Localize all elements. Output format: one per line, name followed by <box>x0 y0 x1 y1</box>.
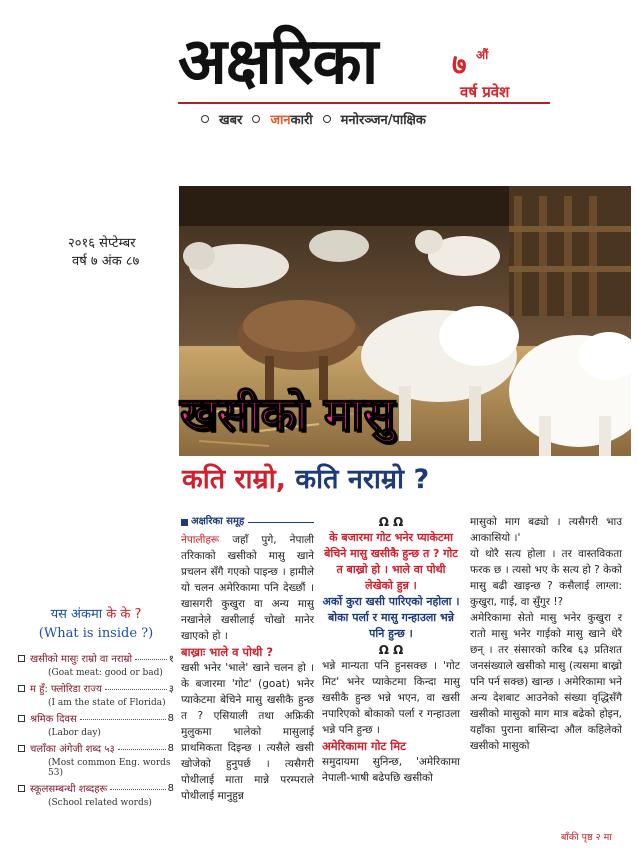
article-paragraph: भन्ने मान्यता पनि हुनसक्छ । 'गोट मिट' भनेर प्याकेटमा किन्दा मासु खसीकै हुन्छ भन्ने भएन, वा खसी नपारिएको बोकाको पर्ला र गन्हाउला भन्ने पनि हुन्छ । <box>322 660 460 736</box>
magazine-title: अक्षरिका <box>178 25 378 99</box>
toc-item[interactable] <box>18 651 174 678</box>
square-bullet-icon <box>181 519 188 526</box>
article-paragraph: समुदायमा सुनिन्छ, 'अमेरिकामा नेपाली-भाषी बढेपछि खसीको <box>322 756 460 784</box>
issue-date: २०१६ सेप्टेम्बर <box>68 236 136 251</box>
contents-title-part2: के के ? <box>106 607 142 622</box>
omega-ornament: Ω Ω <box>378 515 404 529</box>
toc-list <box>18 651 174 808</box>
toc-leader <box>110 784 165 790</box>
article-paragraph: मासुको माग बढ्यो । त्यसैगरी भाउ आकासियो ।' <box>470 516 622 544</box>
contents-title-part1: यस अंकमा <box>50 607 103 622</box>
issue-volume: वर्ष ७ अंक ८७ <box>72 254 140 269</box>
circle-bullet-icon <box>201 115 209 123</box>
tagline <box>197 108 426 130</box>
toc-leader <box>105 684 167 690</box>
anniversary-text: वर्ष प्रवेश <box>460 83 510 101</box>
toc-leader <box>118 744 166 750</box>
contents-title <box>18 604 174 622</box>
circle-bullet-icon <box>252 115 260 123</box>
pull-quote: के बजारमा गोट भनेर प्याकेटमा बेचिने मासु खसीकै हुन्छ त ? गोट त बाख्रो हो । भाले वा पोथी लेखेको हुन्न । <box>324 531 458 592</box>
toc-page: 8 <box>167 782 174 794</box>
toc-page: 8 <box>167 712 174 724</box>
cover-subheadline <box>182 460 429 500</box>
toc-label: स्कूलसम्बन्धी शब्दहरू <box>30 784 108 795</box>
toc-leader <box>135 654 167 660</box>
tagline-news: खबर <box>219 113 243 128</box>
lead-word: नेपालीहरू <box>181 534 220 546</box>
table-of-contents <box>18 604 174 811</box>
article-paragraph: अमेरिकामा सेतो मासु भनेर कुखुरा र रातो मासु भनेर गाईको मासु खाने धेरै छन् । तर संसारको करिब ६३ प्रतिशत जनसंख्याले खसीको मासु (त्यसमा बाख्रो पनि पर्न सक्छ) खान्छ । अमेरिकामा भने अन्य देशबाट आउनेको संख्या वृद्धिसँगै खसीको मासुको माग मात्र बढेको होइन, यहाँका पुराना बासिन्दा औल कहिलेको खसीको मासुको <box>470 612 622 752</box>
toc-english: (I am the state of Florida) <box>48 698 166 708</box>
toc-label: खसीको मासुः राम्रो वा नराम्रो <box>30 654 133 665</box>
toc-item[interactable] <box>18 711 174 738</box>
article-column-1 <box>181 514 314 804</box>
checkbox-icon <box>18 745 25 752</box>
continued-on-page[interactable]: बाँकी पृष्ठ २ मा <box>561 832 612 843</box>
article-paragraph: खसी भनेर 'भाले' खाने चलन हो । के बजारमा 'गोट' (goat) भनेर प्याकेटमा बेचिने मासु खसीकै हुन्छ त ? एसियाली तथा अफ्रिकी मुलुकमा भालेको मासुलाई प्राथमिकता दिइन्छ । त्यसैले खसी खोजेको हुनुपर्छ । त्यसैगरी पोथीलाई माता मान्ने परम्पराले पोथीलाई मानुहुन्न <box>181 662 314 802</box>
tagline-entertainment: मनोरञ्जन/पाक्षिक <box>340 113 426 128</box>
tagline-info-accent: जान <box>270 113 291 128</box>
byline-text: अक्षरिका समूह <box>191 516 245 527</box>
toc-page: 8 <box>167 742 174 754</box>
article-paragraph <box>181 532 314 644</box>
pull-quote-text: अर्को कुरा खसी पारिएको नहोला । बोका पर्ला र मासु गन्हाउला भन्ने पनि हुन्छ । <box>322 595 460 640</box>
checkbox-icon <box>18 655 25 662</box>
pull-quote <box>322 594 460 642</box>
toc-english: (School related words) <box>48 798 152 808</box>
tagline-info <box>270 110 312 128</box>
article-subheading: अमेरिकामा गोट मिट <box>322 739 406 753</box>
article-column-2 <box>322 514 460 786</box>
subheadline-part2: कति नराम्रो ? <box>295 464 430 495</box>
toc-item[interactable] <box>18 741 174 778</box>
toc-page: ३ <box>168 684 174 695</box>
toc-page: १ <box>168 654 174 665</box>
masthead <box>0 0 638 140</box>
toc-item[interactable] <box>18 781 174 808</box>
anniversary-suffix: औं <box>476 48 489 62</box>
anniversary-number: ७ <box>452 48 467 81</box>
circle-bullet-icon <box>323 115 331 123</box>
article-paragraph: यो थोरै सत्य होला । तर वास्तविकता फरक छ । त्यसो भए के सत्य हो ? केको मासु बढी खाइन्छ ? कसैलाई लाग्ला: कुखुरा, गाई, वा सुँगुर !? <box>470 548 622 608</box>
checkbox-icon <box>18 715 25 722</box>
toc-english: (Labor day) <box>48 728 101 738</box>
cover-headline: खसीको मासु <box>180 387 395 441</box>
omega-ornament: Ω Ω <box>378 643 404 657</box>
toc-leader <box>80 714 166 720</box>
toc-label: श्रमिक दिवस <box>30 714 77 725</box>
article-column-3 <box>470 514 622 754</box>
toc-label: चलाँका अंगेजी शब्द ५३ <box>30 744 115 755</box>
byline <box>181 514 314 530</box>
anniversary-badge <box>452 44 524 104</box>
subheadline-part1: कति राम्रो, <box>182 464 286 495</box>
article-subheading: बाख्राः भाले व पोथी ? <box>181 645 274 659</box>
checkbox-icon <box>18 785 25 792</box>
paragraph-text: जहाँ पुगे, नेपाली तरिकाको खसीको मासु खाने प्रचलन सँगै गएको पाइन्छ । हामीले यो चलन अमेरिकामा पनि देख्छौं । खासगरी कुखुरा वा अन्य मासु नखानेले खसीलाई चोखो मानेर खाएको हो । <box>181 534 315 642</box>
byline-rule <box>248 522 314 523</box>
toc-label: म हुँ: फ्लोरिडा राज्य <box>30 684 102 695</box>
checkbox-icon <box>18 685 25 692</box>
contents-subtitle: (What is inside ?) <box>38 626 154 641</box>
tagline-info-rest: कारी <box>290 113 313 128</box>
toc-english: (Most common Eng. words 53) <box>48 758 171 778</box>
toc-item[interactable] <box>18 681 174 708</box>
masthead-rule <box>178 102 550 104</box>
toc-english: (Goat meat: good or bad) <box>48 668 163 678</box>
